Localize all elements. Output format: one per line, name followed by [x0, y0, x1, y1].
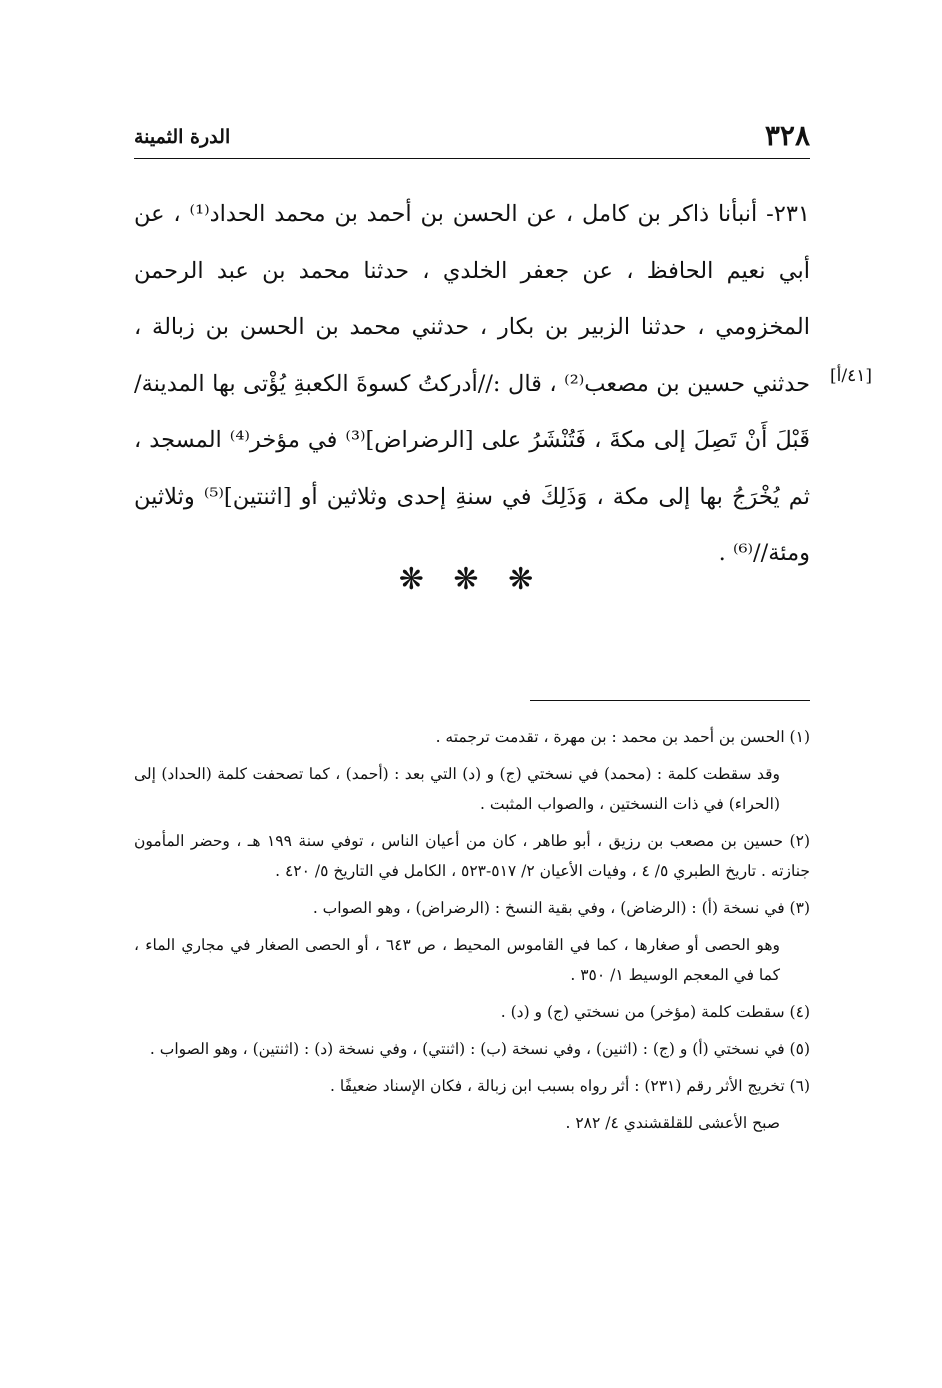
footnote-3-continuation: وهو الحصى أو صغارها ، كما في القاموس المحيط ، ص ٦٤٣ ، أو الحصى الصغار في مجاري الماء ، كما في المعجم الوسيط ١/ ٣٥٠ .: [134, 936, 780, 984]
footnotes: [134, 722, 810, 1145]
footnote-2: (٢) حسين بن مصعب بن رزيق ، أبو طاهر ، كان من أعيان الناس ، توفي سنة ١٩٩ هـ ، وحضر المأمون جنازته . تاريخ الطبري ٥/ ٤ ، وفيات الأعيان ٢/ ٥١٧-٥٢٣ ، الكامل في التاريخ ٥/ ٤٢٠ .: [134, 832, 810, 880]
footnote-5: (٥) في نسختي (أ) و (ج) : (اثنين) ، وفي نسخة (ب) : (اثنتي) ، وفي نسخة (د) : (اثنتين) ، وهو الصواب .: [149, 1040, 810, 1058]
footnote-4: (٤) سقطت كلمة (مؤخر) من نسختي (ج) و (د) .: [500, 1003, 810, 1021]
page-header: [134, 118, 810, 159]
footnote-6: (٦) تخريج الأثر رقم (٢٣١) : أثر رواه بسبب ابن زبالة ، فكان الإسناد ضعيفًا .: [330, 1077, 810, 1095]
footnote-1: (١) الحسن بن أحمد بن محمد : بن مهرة ، تقدمت ترجمته .: [435, 728, 810, 746]
footnote-6-continuation: صبح الأعشى للقلقشندي ٤/ ٢٨٢ .: [565, 1114, 780, 1132]
running-title: الدرة الثمينة: [134, 126, 231, 148]
section-separator: ❋ ❋ ❋: [398, 562, 544, 597]
page-number: ٣٢٨: [764, 119, 810, 152]
margin-folio-note: [٤١/أ]: [830, 366, 872, 386]
footnote-1-continuation: وقد سقطت كلمة : (محمد) في نسختي (ج) و (د) التي بعد : (أحمد) ، كما تصحفت كلمة (الحداد) إلى (الحراء) في ذات النسختين ، والصواب المثبت .: [134, 765, 780, 813]
footnote-rule: [530, 700, 810, 701]
main-text-paragraph: ٢٣١- أنبأنا ذاكر بن كامل ، عن الحسن بن أحمد بن محمد الحداد⁽¹⁾ ، عن أبي نعيم الحافظ ، عن جعفر الخلدي ، حدثنا محمد بن عبد الرحمن المخزومي ، حدثنا الزبير بن بكار ، حدثني محمد بن الحسن بن زبالة ، حدثني حسين بن مصعب⁽²⁾ ، قال ://أدركتُ كسوةَ الكعبةِ يُؤْتى بها المدينة/ قَبْلَ أَنْ تَصِلَ إلى مكةَ ، فَتُنْشَرُ على [الرضراض]⁽³⁾ في مؤخر⁽⁴⁾ المسجد ، ثم يُخْرَجُ بها إلى مكة ، وَذَلِكَ في سنةِ إحدى وثلاثين أو [اثنتين]⁽⁵⁾ وثلاثين ومئة//⁽⁶⁾ .: [134, 201, 810, 566]
footnote-3: (٣) في نسخة (أ) : (الرضاض) ، وفي بقية النسخ : (الرضراض) ، وهو الصواب .: [312, 899, 810, 917]
